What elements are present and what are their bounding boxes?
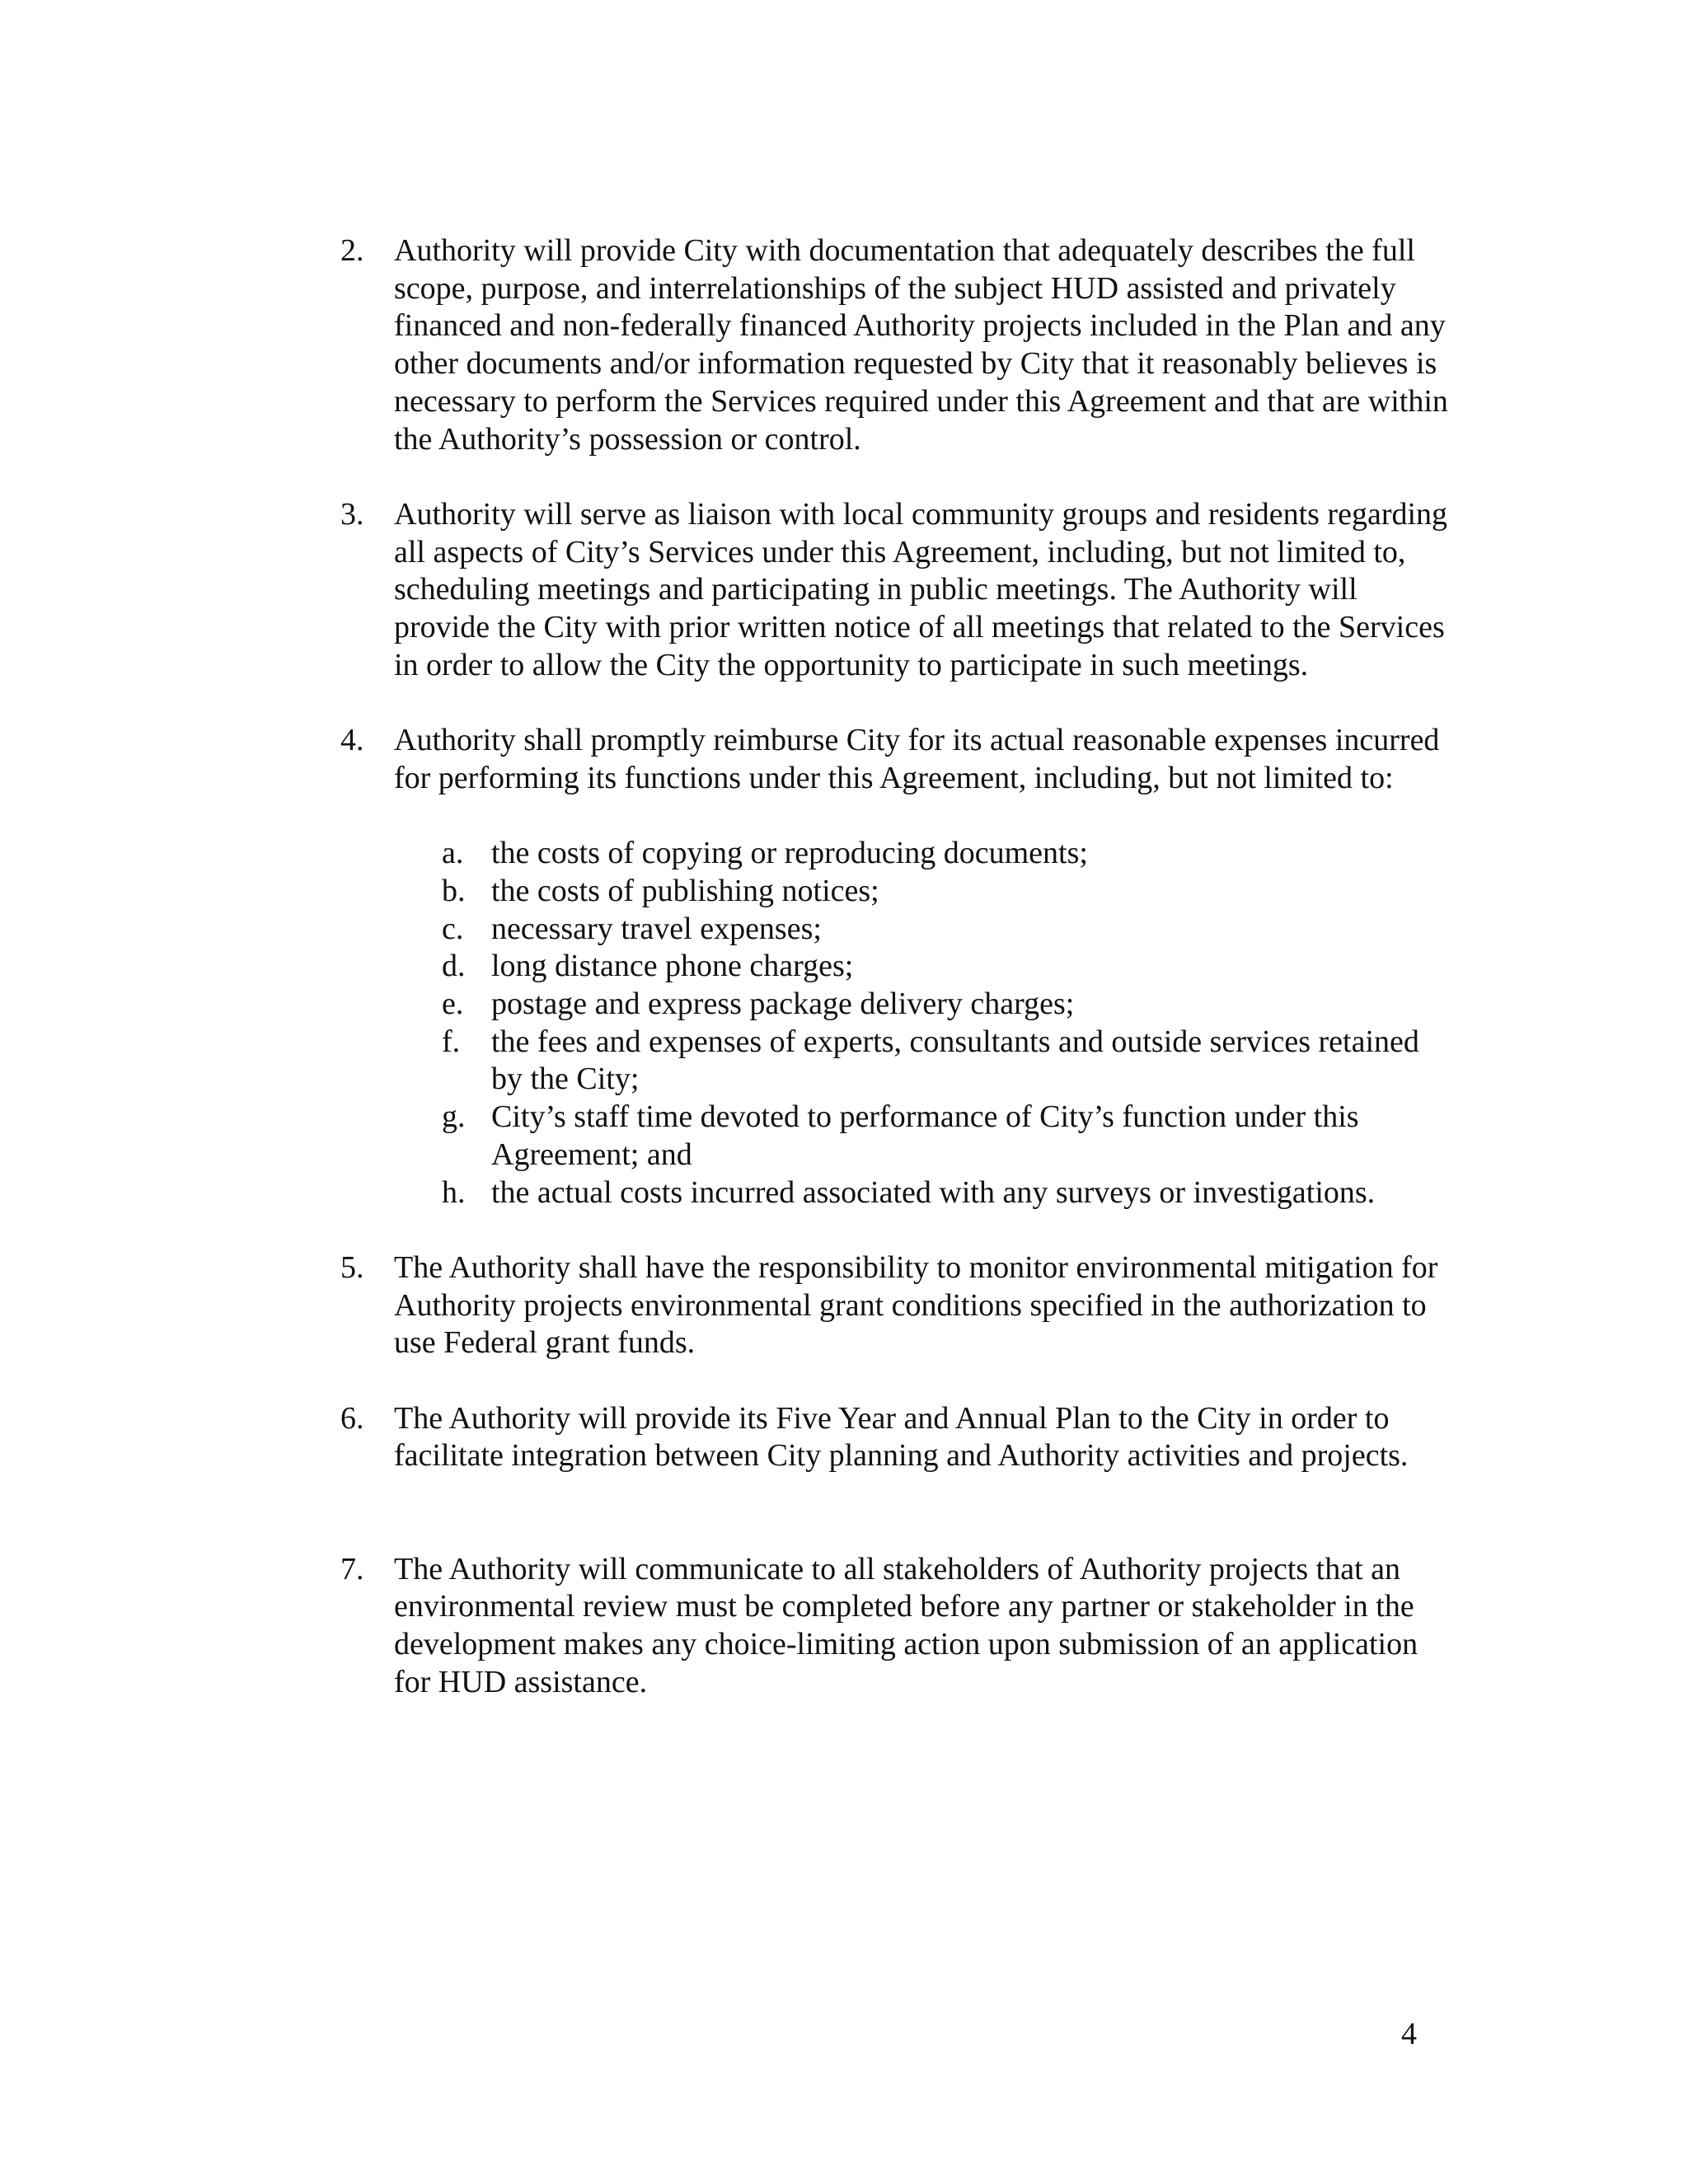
list-item-2 [330,232,1451,458]
list-item-4 [330,722,1451,1212]
sublist-text: the costs of copying or reproducing documents; [491,836,1088,871]
sublist-text: long distance phone charges; [491,949,854,984]
item-text: Authority shall promptly reimburse City for its actual reasonable expenses incurred for performing its functions under this Agreement, including, but not limited to: [394,723,1440,795]
sublist-text: the actual costs incurred associated with any surveys or investigations. [491,1174,1376,1210]
item-number: 7. [340,1551,364,1586]
sublist-text: the costs of publishing notices; [491,873,879,908]
item-text: The Authority will communicate to all stakeholders of Authority projects that an environmental review must be completed before any partner or stakeholder in the development makes any choice-limiting action upon submission of an application for HUD assistance. [394,1551,1418,1699]
numbered-list [330,232,1451,1701]
sublist-letter: b. [442,873,466,908]
page-number: 4 [1401,2017,1417,2051]
sublist-letter: d. [442,949,466,984]
sublist-item-d [394,948,1451,986]
item-number: 6. [340,1400,364,1436]
sublist-item-g [394,1099,1451,1174]
item-number: 2. [340,233,364,268]
sublist-letter: c. [442,911,464,946]
sublist-letter: h. [442,1174,466,1210]
sublist-item-h [394,1174,1451,1212]
sublist-item-c [394,911,1451,949]
expense-sublist [394,835,1451,1212]
sublist-text: the fees and expenses of experts, consultants and outside services retained by the City; [491,1024,1419,1097]
sublist-letter: f. [442,1024,461,1059]
item-number: 4. [340,723,364,758]
sublist-letter: e. [442,987,464,1022]
sublist-letter: g. [442,1099,466,1135]
list-item-3 [330,496,1451,685]
sublist-item-f [394,1024,1451,1099]
sublist-text: City’s staff time devoted to performance of City’s function under this Agreement; and [491,1099,1359,1172]
list-item-6 [330,1400,1451,1475]
sublist-text: necessary travel expenses; [491,911,822,946]
item-number: 5. [340,1249,364,1285]
list-item-7 [330,1551,1451,1702]
sublist-item-b [394,873,1451,911]
item-text: Authority will serve as liaison with local community groups and residents regarding all aspects of City’s Services under this Agreement, including, but not limited to, scheduling meetings and participating in public meetings. The Authority will provide the City with prior written notice of all meetings that related to the Services in order to allow the City the opportunity to participate in such meetings. [394,496,1448,682]
sublist-item-a [394,835,1451,873]
list-item-5 [330,1249,1451,1362]
item-text: The Authority shall have the responsibility to monitor environmental mitigation for Authority projects environmental grant conditions specified in the authorization to use Federal grant funds. [394,1249,1438,1361]
item-text: The Authority will provide its Five Year and Annual Plan to the City in order to facilitate integration between City planning and Authority activities and projects. [394,1400,1409,1474]
item-text: Authority will provide City with documentation that adequately describes the full scope, purpose, and interrelationships of the subject HUD assisted and privately financed and non-federally financed Authority projects included in the Plan and any other documents and/or information requested by City that it reasonably believes is necessary to perform the Services required under this Agreement and that are within the Authority’s possession or control. [394,233,1448,457]
item-number: 3. [340,496,364,532]
sublist-letter: a. [442,836,464,871]
sublist-item-e [394,986,1451,1024]
sublist-text: postage and express package delivery charges; [491,987,1075,1022]
